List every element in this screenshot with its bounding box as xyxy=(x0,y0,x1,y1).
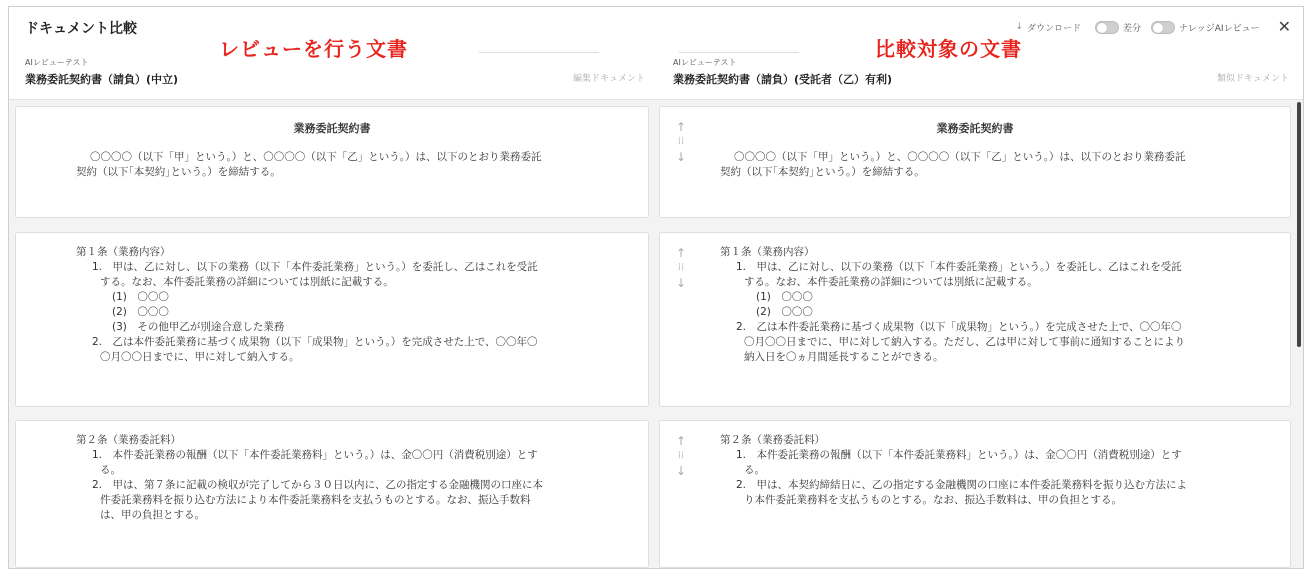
header-controls xyxy=(1015,19,1291,35)
card-line: 〇〇〇〇（以下「甲」という。）と、〇〇〇〇（以下「乙」という。）は、以下のとおり業務委託 xyxy=(90,151,542,163)
annotation-review-doc: レビューを行う文書 xyxy=(219,37,408,61)
card-line: 第１条（業務内容） xyxy=(720,246,815,258)
dialog-header xyxy=(9,7,1303,51)
card-line: (2) 〇〇〇 xyxy=(756,306,813,318)
arrow-up-icon[interactable]: ↑ xyxy=(675,246,687,260)
card-line: する。なお、本件委託業務の詳細については別紙に記載する。 xyxy=(744,276,1038,288)
card-line: 1. 甲は、乙に対し、以下の業務（以下「本件委託業務」という。）を委託し、乙はこれを受託 xyxy=(736,261,1182,273)
card-line: 〇月〇〇日までに、甲に対して納入する。 xyxy=(100,351,300,363)
right-card-1[interactable] xyxy=(659,106,1291,218)
card-line: 第１条（業務内容） xyxy=(76,246,171,258)
diff-label: 差分 xyxy=(1123,23,1142,34)
drag-dots-icon[interactable]: ⁞⁞ xyxy=(677,450,685,461)
knowledge-label: ナレッジAIレビュー xyxy=(1179,23,1260,34)
card-line: 〇〇〇〇（以下「甲」という。）と、〇〇〇〇（以下「乙」という。）は、以下のとおり業務委託 xyxy=(734,151,1186,163)
card-line: る。 xyxy=(100,464,121,476)
card-line: は、甲の負担とする。 xyxy=(100,509,205,521)
arrow-up-icon[interactable]: ↑ xyxy=(675,434,687,448)
right-doc-name: 業務委託契約書（請負）(受託者（乙）有利) xyxy=(673,73,893,86)
annotation-compare-doc: 比較対象の文書 xyxy=(875,37,1022,61)
close-icon[interactable]: ✕ xyxy=(1277,17,1291,36)
card-line: 件委託業務料を振り込む方法により本件委託業務料を支払うものとする。なお、振込手数料 xyxy=(100,494,531,506)
left-doc-name: 業務委託契約書（請負）(中立) xyxy=(25,73,179,86)
reorder-handle[interactable] xyxy=(674,121,688,163)
right-card-2[interactable] xyxy=(659,232,1291,407)
card-line: (1) 〇〇〇 xyxy=(756,291,813,303)
right-doc-tag: 類似ドキュメント xyxy=(1216,74,1289,84)
divider-line xyxy=(479,52,599,53)
left-card-1 xyxy=(15,106,649,218)
dialog-title: ドキュメント比較 xyxy=(25,21,137,37)
left-card-3 xyxy=(15,420,649,568)
card-title: 業務委託契約書 xyxy=(936,122,1014,135)
card-line: 第２条（業務委託料） xyxy=(720,434,825,446)
download-button[interactable] xyxy=(1015,21,1081,34)
card-line: 2. 甲は、第７条に記載の検収が完了してから３０日以内に、乙の指定する金融機関の口座に本 xyxy=(92,479,544,491)
card-line: 契約（以下｢本契約｣という。）を締結する。 xyxy=(76,166,281,178)
diff-toggle-switch[interactable] xyxy=(1095,21,1119,34)
arrow-down-icon[interactable]: ↓ xyxy=(675,464,687,478)
left-doc-tag: 編集ドキュメント xyxy=(572,74,645,84)
card-line: 2. 甲は、本契約締結日に、乙の指定する金融機関の口座に本件委託業務料を振り込む方法によ xyxy=(736,479,1188,491)
card-line: (2) 〇〇〇 xyxy=(112,306,169,318)
arrow-down-icon[interactable]: ↓ xyxy=(675,276,687,290)
left-project-name: AIレビューテスト xyxy=(25,58,89,67)
card-line: 1. 本件委託業務の報酬（以下「本件委託業務料」という。）は、金〇〇円（消費税別途）とす xyxy=(92,449,538,461)
card-line: 1. 甲は、乙に対し、以下の業務（以下「本件委託業務」という。）を委託し、乙はこれを受託 xyxy=(92,261,538,273)
right-document-pane[interactable] xyxy=(657,100,1297,568)
arrow-up-icon[interactable]: ↑ xyxy=(675,120,687,134)
reorder-handle[interactable] xyxy=(674,435,688,477)
arrow-down-icon[interactable]: ↓ xyxy=(675,150,687,164)
card-line: 納入日を〇ヵ月間延長することができる。 xyxy=(744,351,944,363)
drag-dots-icon[interactable]: ⁞⁞ xyxy=(677,262,685,273)
scrollbar[interactable] xyxy=(1295,100,1303,568)
divider-line xyxy=(679,52,799,53)
card-line: 契約（以下｢本契約｣という。）を締結する。 xyxy=(720,166,925,178)
drag-dots-icon[interactable]: ⁞⁞ xyxy=(677,136,685,147)
right-doc-header xyxy=(673,57,1289,97)
card-line: 〇月〇〇日までに、甲に対して納入する。ただし、乙は甲に対して事前に通知することにより xyxy=(744,336,1185,348)
scrollbar-thumb[interactable] xyxy=(1297,102,1301,347)
diff-toggle[interactable] xyxy=(1095,21,1141,34)
card-line: り本件委託業務料を支払うものとする。なお、振込手数料は、甲の負担とする。 xyxy=(744,494,1122,506)
download-icon: ↓ xyxy=(1015,22,1024,32)
knowledge-toggle[interactable] xyxy=(1151,21,1260,34)
right-card-3[interactable] xyxy=(659,420,1291,568)
card-line: 2. 乙は本件委託業務に基づく成果物（以下「成果物」という。）を完成させた上で、〇〇年〇 xyxy=(92,336,538,348)
left-doc-header xyxy=(25,57,645,97)
knowledge-toggle-switch[interactable] xyxy=(1151,21,1175,34)
download-label: ダウンロード xyxy=(1027,23,1082,34)
left-document-pane[interactable] xyxy=(9,100,657,568)
card-line: 1. 本件委託業務の報酬（以下「本件委託業務料」という。）は、金〇〇円（消費税別途）とす xyxy=(736,449,1182,461)
card-line: (3) その他甲乙が別途合意した業務 xyxy=(112,321,285,333)
document-compare-dialog xyxy=(8,6,1304,569)
reorder-handle[interactable] xyxy=(674,247,688,289)
card-title: 業務委託契約書 xyxy=(293,122,371,135)
card-line: る。 xyxy=(744,464,765,476)
card-line: 2. 乙は本件委託業務に基づく成果物（以下「成果物」という。）を完成させた上で、〇〇年〇 xyxy=(736,321,1182,333)
right-project-name: AIレビューテスト xyxy=(673,58,737,67)
left-card-2 xyxy=(15,232,649,407)
card-line: 第２条（業務委託料） xyxy=(76,434,181,446)
card-line: する。なお、本件委託業務の詳細については別紙に記載する。 xyxy=(100,276,394,288)
card-line: (1) 〇〇〇 xyxy=(112,291,169,303)
